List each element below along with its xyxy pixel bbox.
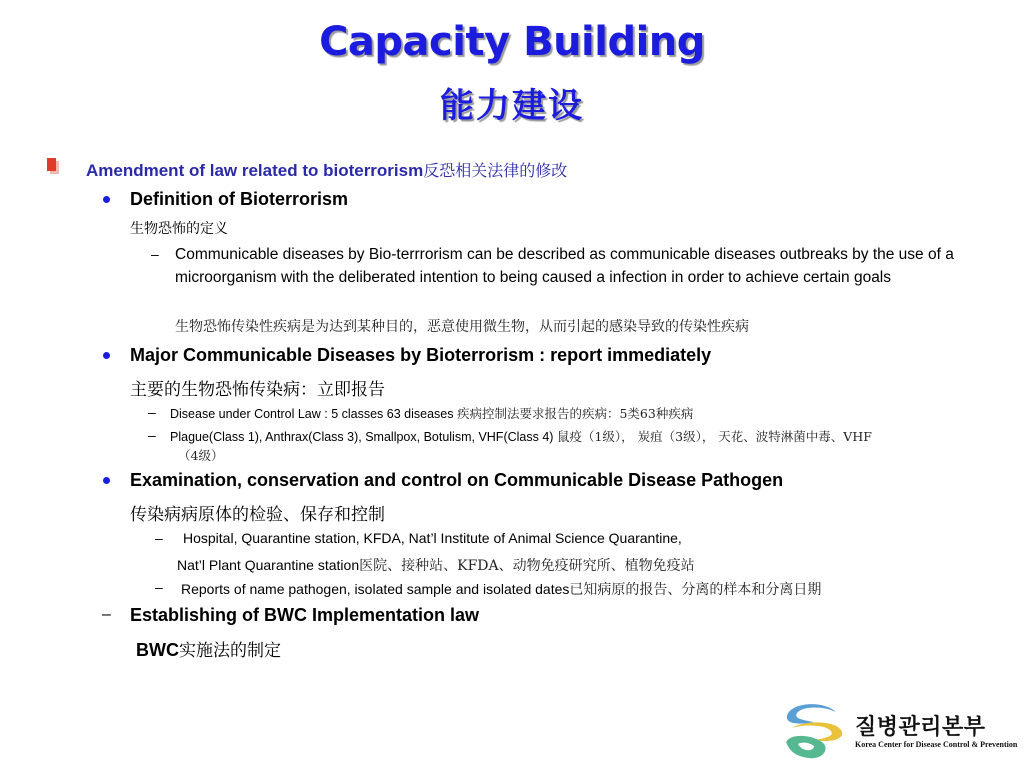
bwc-prefix: BWC (136, 640, 179, 660)
logo-name-en: Korea Center for Disease Control & Prevention (855, 740, 1018, 749)
definition-heading-zh: 生物恐怖的定义 (130, 221, 228, 237)
slide-title: Capacity Building (319, 19, 705, 65)
logo-name-ko: 질병관리본부 (855, 715, 986, 740)
major-item-2 (170, 427, 872, 446)
exam-item-1-cont-en: Nat’l Plant Quarantine station (177, 557, 360, 573)
dash-bullet: – (151, 246, 159, 262)
exam-heading: Examination, conservation and control on Communicable Disease Pathogen (130, 470, 784, 490)
kcdc-logo-icon (784, 702, 844, 760)
major-item-1-en: Disease under Control Law : 5 classes 63 diseases (170, 407, 457, 421)
bwc-heading-zh: 实施法的制定 (179, 641, 281, 661)
exam-heading-zh: 传染病病原体的检验、保存和控制 (130, 505, 385, 525)
bwc-heading-zh-line (136, 636, 281, 661)
section-heading-en: Amendment of law related to bioterrorism (86, 161, 424, 180)
dash-bullet: – (148, 404, 156, 420)
definition-heading: Definition of Bioterrorism (130, 189, 349, 209)
dash-bullet: – (148, 427, 156, 443)
section-heading (86, 158, 567, 181)
bullet-dot-icon (103, 352, 110, 359)
square-bullet-icon (47, 158, 61, 174)
bwc-heading: Establishing of BWC Implementation law (130, 605, 480, 625)
exam-item-1-zh: 医院、接种站、KFDA、动物免疫研究所、植物免疫站 (359, 558, 695, 574)
exam-item-2-zh: 已知病原的报告、分离的样本和分离日期 (569, 582, 822, 598)
major-heading-zh: 主要的生物恐怖传染病：立即报告 (130, 380, 385, 400)
major-item-2-zh-cont: （4级） (178, 448, 224, 463)
exam-item-1: Hospital, Quarantine station, KFDA, Nat’l Institute of Animal Science Quarantine, (183, 530, 682, 546)
slide-title-zh: 能力建设 (440, 86, 584, 126)
dash-bullet: – (155, 579, 163, 595)
bullet-dot-icon (103, 477, 110, 484)
major-item-2-en: Plague(Class 1), Anthrax(Class 3), Smallpox, Botulism, VHF(Class 4) (170, 430, 557, 444)
exam-item-2-en: Reports of name pathogen, isolated sample and isolated dates (181, 581, 570, 597)
major-item-2-zh: 鼠疫（1级）， 炭疽（3级）， 天花、波特淋菌中毒、VHF (556, 429, 872, 444)
exam-item-1-cont (177, 555, 695, 575)
dash-bullet: – (102, 606, 111, 623)
dash-bullet: – (155, 530, 163, 546)
definition-text-zh: 生物恐怖传染性疾病是为达到某种目的，恶意使用微生物，从而引起的感染导致的传染性疾病 (175, 319, 749, 335)
major-item-1 (170, 404, 693, 423)
definition-text: Communicable diseases by Bio-terrrorism can be described as communicable diseases outbreaks by the use of a microorganism with the deliberated intention to being caused a infection in order to achieve certain goals (175, 246, 954, 286)
bullet-dot-icon (103, 196, 110, 203)
major-heading: Major Communicable Diseases by Bioterrorism : report immediately (130, 345, 712, 365)
section-heading-zh: 反恐相关法律的修改 (423, 161, 568, 180)
exam-item-2 (181, 579, 821, 599)
major-item-1-zh: 疾病控制法要求报告的疾病：5类63种疾病 (456, 406, 694, 421)
